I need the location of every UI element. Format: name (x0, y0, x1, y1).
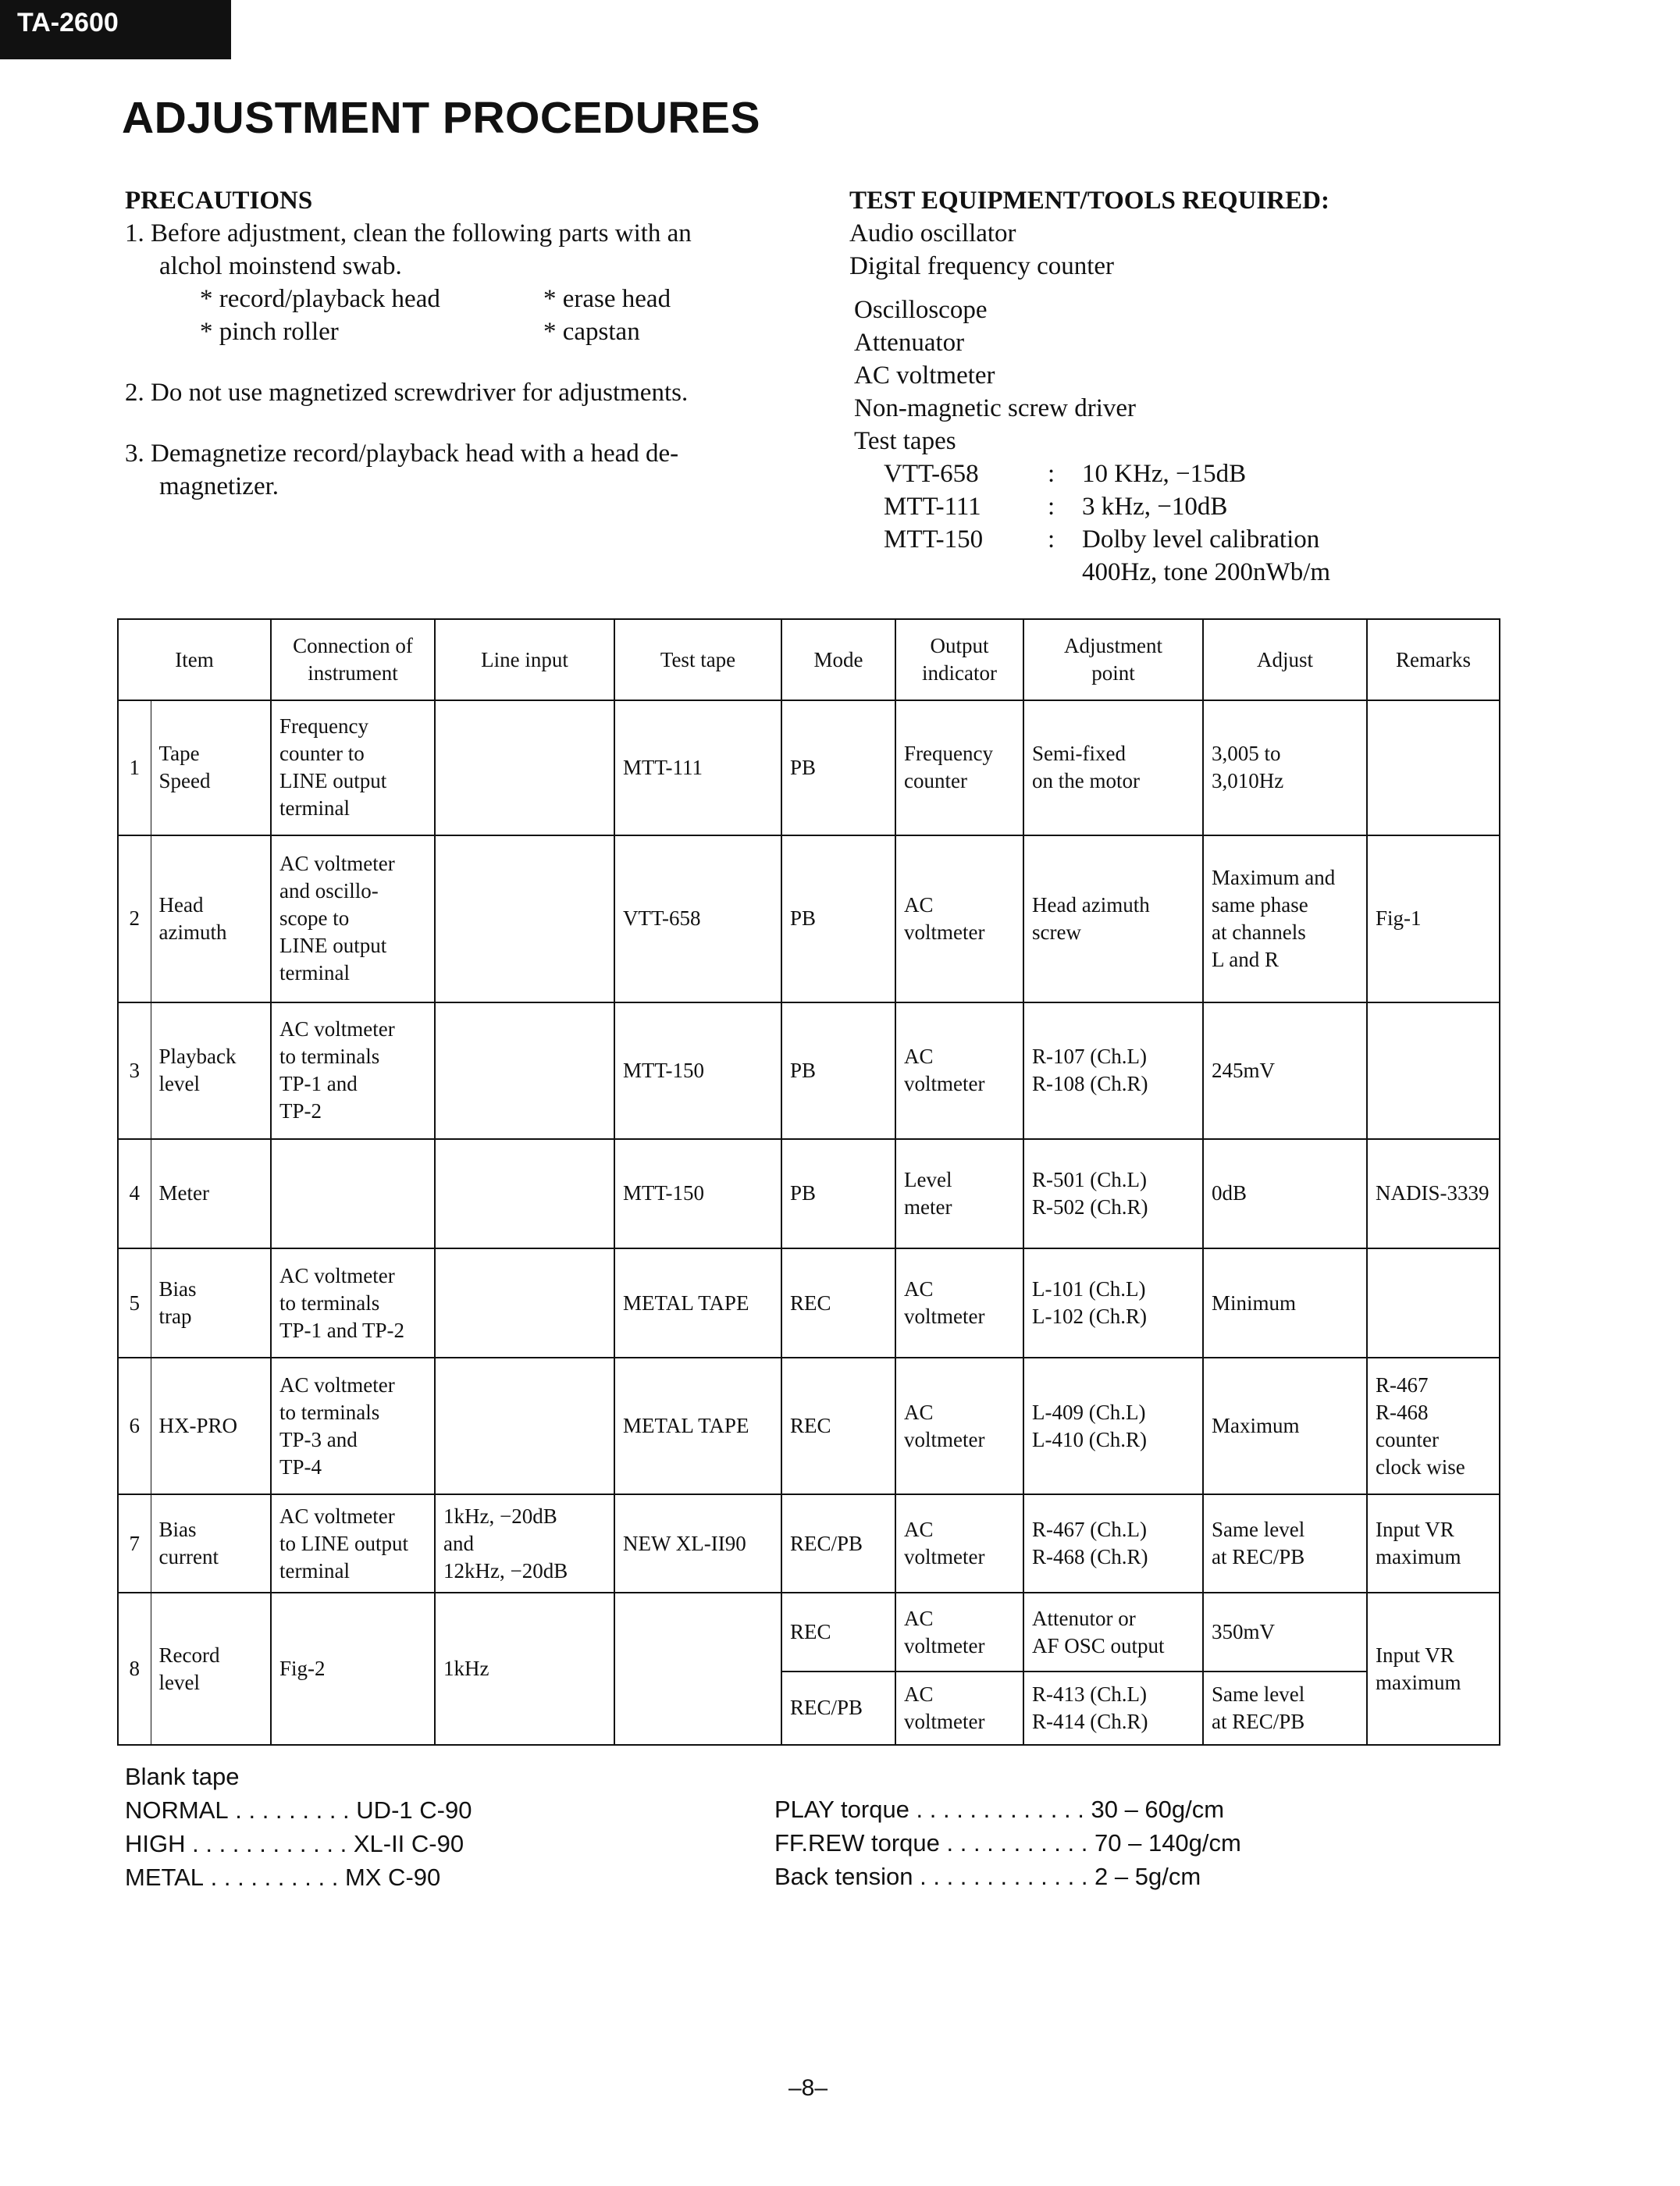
blank-tape-heading: Blank tape (125, 1763, 240, 1790)
spec-value: XL-II C-90 (353, 1830, 464, 1857)
header-item: Item (118, 619, 271, 700)
header-remarks: Remarks (1367, 619, 1500, 700)
test-tape-cell: MTT-150 (614, 1139, 781, 1248)
mode-cell: REC/PB (781, 1494, 895, 1593)
item-name: HX-PRO (151, 1358, 271, 1494)
remarks-cell: R-467 R-468 counter clock wise (1367, 1358, 1500, 1494)
adjust-cell: 0dB (1203, 1139, 1367, 1248)
mode-cell: REC (781, 1593, 895, 1671)
output-indicator-cell: AC voltmeter (895, 1494, 1023, 1593)
line-input-cell: 1kHz (435, 1593, 614, 1745)
connection-cell: AC voltmeter to terminals TP-1 and TP-2 (271, 1002, 435, 1139)
adjust-cell: 245mV (1203, 1002, 1367, 1139)
line-input-cell (435, 835, 614, 1003)
output-indicator-cell: AC voltmeter (895, 1358, 1023, 1494)
torque-row (774, 1860, 1241, 1893)
output-indicator-cell: AC voltmeter (895, 1002, 1023, 1139)
header-mode: Mode (781, 619, 895, 700)
table-row (118, 700, 1500, 835)
tape-desc: Dolby level calibration (1082, 525, 1320, 554)
output-indicator-cell: AC voltmeter (895, 1248, 1023, 1358)
equipment-item: Digital frequency counter (849, 252, 1115, 280)
item-name: Bias trap (151, 1248, 271, 1358)
spec-value: 30 – 60g/cm (1091, 1796, 1225, 1823)
precaution-text: Before adjustment, clean the following parts with an (151, 219, 692, 247)
spec-dots: . . . . . . . . . . . . . (913, 1863, 1095, 1890)
precautions-heading: PRECAUTIONS (125, 187, 313, 215)
equipment-item: Non-magnetic screw driver (854, 394, 1137, 422)
blank-tape-section (125, 1760, 472, 1894)
model-tab: TA-2600 (0, 0, 231, 59)
precaution-item-2 (125, 376, 796, 409)
equipment-section (849, 184, 1552, 589)
precaution-number: 2. (125, 379, 144, 407)
tape-name (884, 556, 1048, 589)
test-tape-cell: VTT-658 (614, 835, 781, 1003)
connection-cell: AC voltmeter to terminals TP-3 and TP-4 (271, 1358, 435, 1494)
output-indicator-cell: AC voltmeter (895, 1593, 1023, 1671)
adjust-cell: Minimum (1203, 1248, 1367, 1358)
spec-value: 70 – 140g/cm (1094, 1829, 1241, 1857)
row-number: 3 (118, 1002, 151, 1139)
precaution-text: Do not use magnetized screwdriver for adjustments. (151, 379, 689, 407)
adjustment-point-cell: L-101 (Ch.L) L-102 (Ch.R) (1023, 1248, 1203, 1358)
test-tape-cell: METAL TAPE (614, 1248, 781, 1358)
adjust-cell: Maximum (1203, 1358, 1367, 1494)
table-row (118, 1139, 1500, 1248)
adjustment-table (117, 618, 1500, 1746)
precaution-item-3-cont: magnetizer. (159, 472, 279, 500)
adjust-cell: Maximum and same phase at channels L and R (1203, 835, 1367, 1003)
item-name: Record level (151, 1593, 271, 1745)
test-tape-cell: MTT-150 (614, 1002, 781, 1139)
equipment-item: AC voltmeter (854, 361, 995, 390)
row-number: 1 (118, 700, 151, 835)
part-item: * record/playback head (200, 283, 543, 315)
table-row (118, 1002, 1500, 1139)
item-name: Meter (151, 1139, 271, 1248)
adjustment-point-cell: Head azimuth screw (1023, 835, 1203, 1003)
equipment-heading: TEST EQUIPMENT/TOOLS REQUIRED: (849, 187, 1329, 215)
output-indicator-cell: Level meter (895, 1139, 1023, 1248)
equipment-item: Attenuator (854, 329, 965, 357)
mode-cell: REC (781, 1358, 895, 1494)
tape-separator: : (1048, 493, 1055, 521)
spec-dots: . . . . . . . . . . . (939, 1829, 1094, 1857)
adjust-cell: Same level at REC/PB (1203, 1494, 1367, 1593)
row-number: 6 (118, 1358, 151, 1494)
blank-tape-row (125, 1860, 472, 1894)
remarks-cell: Input VR maximum (1367, 1593, 1500, 1745)
connection-cell: Fig-2 (271, 1593, 435, 1745)
tape-separator: : (1048, 525, 1055, 554)
spec-label: HIGH (125, 1830, 186, 1857)
tape-separator (1048, 556, 1082, 589)
output-indicator-cell: AC voltmeter (895, 835, 1023, 1003)
line-input-cell (435, 1002, 614, 1139)
spec-label: NORMAL (125, 1796, 229, 1824)
spec-label: PLAY torque (774, 1796, 909, 1823)
header-line-input: Line input (435, 619, 614, 700)
mode-cell: PB (781, 835, 895, 1003)
page-title: ADJUSTMENT PROCEDURES (122, 93, 761, 143)
mode-cell: REC (781, 1248, 895, 1358)
table-row (118, 1358, 1500, 1494)
mode-cell: PB (781, 700, 895, 835)
adjustment-point-cell: R-107 (Ch.L) R-108 (Ch.R) (1023, 1002, 1203, 1139)
adjustment-point-cell: Semi-fixed on the motor (1023, 700, 1203, 835)
mode-cell: PB (781, 1002, 895, 1139)
torque-row (774, 1826, 1241, 1860)
test-tape-cell: MTT-111 (614, 700, 781, 835)
tape-name: MTT-150 (884, 525, 984, 554)
item-name: Playback level (151, 1002, 271, 1139)
test-tape-cell: NEW XL-II90 (614, 1494, 781, 1593)
spec-dots: . . . . . . . . . (228, 1796, 357, 1824)
adjustment-point-cell: L-409 (Ch.L) L-410 (Ch.R) (1023, 1358, 1203, 1494)
item-name: Bias current (151, 1494, 271, 1593)
line-input-cell: 1kHz, −20dB and 12kHz, −20dB (435, 1494, 614, 1593)
remarks-cell: Fig-1 (1367, 835, 1500, 1003)
test-tape-cell (614, 1593, 781, 1745)
adjust-cell: Same level at REC/PB (1203, 1672, 1367, 1745)
mode-cell: PB (781, 1139, 895, 1248)
tape-desc: 10 KHz, −15dB (1082, 460, 1247, 488)
remarks-cell (1367, 1248, 1500, 1358)
spec-dots: . . . . . . . . . . (204, 1864, 345, 1891)
table-row (118, 835, 1500, 1003)
spec-dots: . . . . . . . . . . . . . (909, 1796, 1091, 1823)
row-number: 2 (118, 835, 151, 1003)
mode-cell: REC/PB (781, 1672, 895, 1745)
spec-value: UD-1 C-90 (356, 1796, 472, 1824)
table-header-row (118, 619, 1500, 700)
remarks-cell: Input VR maximum (1367, 1494, 1500, 1593)
precautions-section (125, 184, 796, 503)
remarks-cell (1367, 700, 1500, 835)
parts-list (125, 283, 796, 348)
page-number: –8– (788, 2075, 828, 2101)
tape-name: VTT-658 (884, 460, 979, 488)
part-item: * erase head (543, 283, 778, 315)
row-number: 4 (118, 1139, 151, 1248)
output-indicator-cell: Frequency counter (895, 700, 1023, 835)
torque-row (774, 1793, 1241, 1826)
tape-desc: 400Hz, tone 200nWb/m (1082, 558, 1331, 586)
row-number: 5 (118, 1248, 151, 1358)
precaution-item-3 (125, 437, 796, 470)
blank-tape-row (125, 1793, 472, 1827)
output-indicator-cell: AC voltmeter (895, 1672, 1023, 1745)
line-input-cell (435, 700, 614, 835)
tape-desc: 3 kHz, −10dB (1082, 493, 1228, 521)
adjustment-point-cell: R-467 (Ch.L) R-468 (Ch.R) (1023, 1494, 1203, 1593)
precaution-number: 1. (125, 219, 144, 247)
header-test-tape: Test tape (614, 619, 781, 700)
part-item: * capstan (543, 315, 778, 348)
spec-label: FF.REW torque (774, 1829, 940, 1857)
connection-cell (271, 1139, 435, 1248)
adjustment-point-cell: Attenutor or AF OSC output (1023, 1593, 1203, 1671)
connection-cell: Frequency counter to LINE output terminal (271, 700, 435, 835)
table-row (118, 1494, 1500, 1593)
spec-label: Back tension (774, 1863, 913, 1890)
header-output: Output indicator (895, 619, 1023, 700)
adjustment-point-cell: R-501 (Ch.L) R-502 (Ch.R) (1023, 1139, 1203, 1248)
remarks-cell (1367, 1002, 1500, 1139)
adjustment-point-cell: R-413 (Ch.L) R-414 (Ch.R) (1023, 1672, 1203, 1745)
test-tape-list (849, 457, 1552, 589)
remarks-cell: NADIS-3339 (1367, 1139, 1500, 1248)
adjust-cell: 350mV (1203, 1593, 1367, 1671)
adjust-cell: 3,005 to 3,010Hz (1203, 700, 1367, 835)
test-tape-cell: METAL TAPE (614, 1358, 781, 1494)
row-number: 7 (118, 1494, 151, 1593)
table-row (118, 1593, 1500, 1671)
equipment-item: Audio oscillator (849, 219, 1016, 247)
connection-cell: AC voltmeter to LINE output terminal (271, 1494, 435, 1593)
equipment-item: Oscilloscope (854, 296, 988, 324)
item-name: Tape Speed (151, 700, 271, 835)
table-row (118, 1248, 1500, 1358)
line-input-cell (435, 1139, 614, 1248)
header-connection: Connection of instrument (271, 619, 435, 700)
header-adjust: Adjust (1203, 619, 1367, 700)
precaution-text: Demagnetize record/playback head with a head de- (151, 440, 679, 468)
tape-separator: : (1048, 460, 1055, 488)
part-item: * pinch roller (200, 315, 543, 348)
spec-label: METAL (125, 1864, 205, 1891)
line-input-cell (435, 1358, 614, 1494)
connection-cell: AC voltmeter and oscillo- scope to LINE output terminal (271, 835, 435, 1003)
precaution-item-1-cont: alchol moinstend swab. (159, 252, 402, 280)
connection-cell: AC voltmeter to terminals TP-1 and TP-2 (271, 1248, 435, 1358)
torque-section (774, 1793, 1241, 1893)
spec-value: MX C-90 (344, 1864, 441, 1891)
precaution-number: 3. (125, 440, 144, 468)
row-number: 8 (118, 1593, 151, 1745)
precaution-item-1 (125, 217, 796, 250)
tape-name: MTT-111 (884, 493, 981, 521)
spec-value: 2 – 5g/cm (1094, 1863, 1201, 1890)
item-name: Head azimuth (151, 835, 271, 1003)
blank-tape-row (125, 1827, 472, 1860)
line-input-cell (435, 1248, 614, 1358)
header-adjustment-point: Adjustment point (1023, 619, 1203, 700)
spec-dots: . . . . . . . . . . . . (185, 1830, 354, 1857)
equipment-item: Test tapes (854, 427, 956, 455)
